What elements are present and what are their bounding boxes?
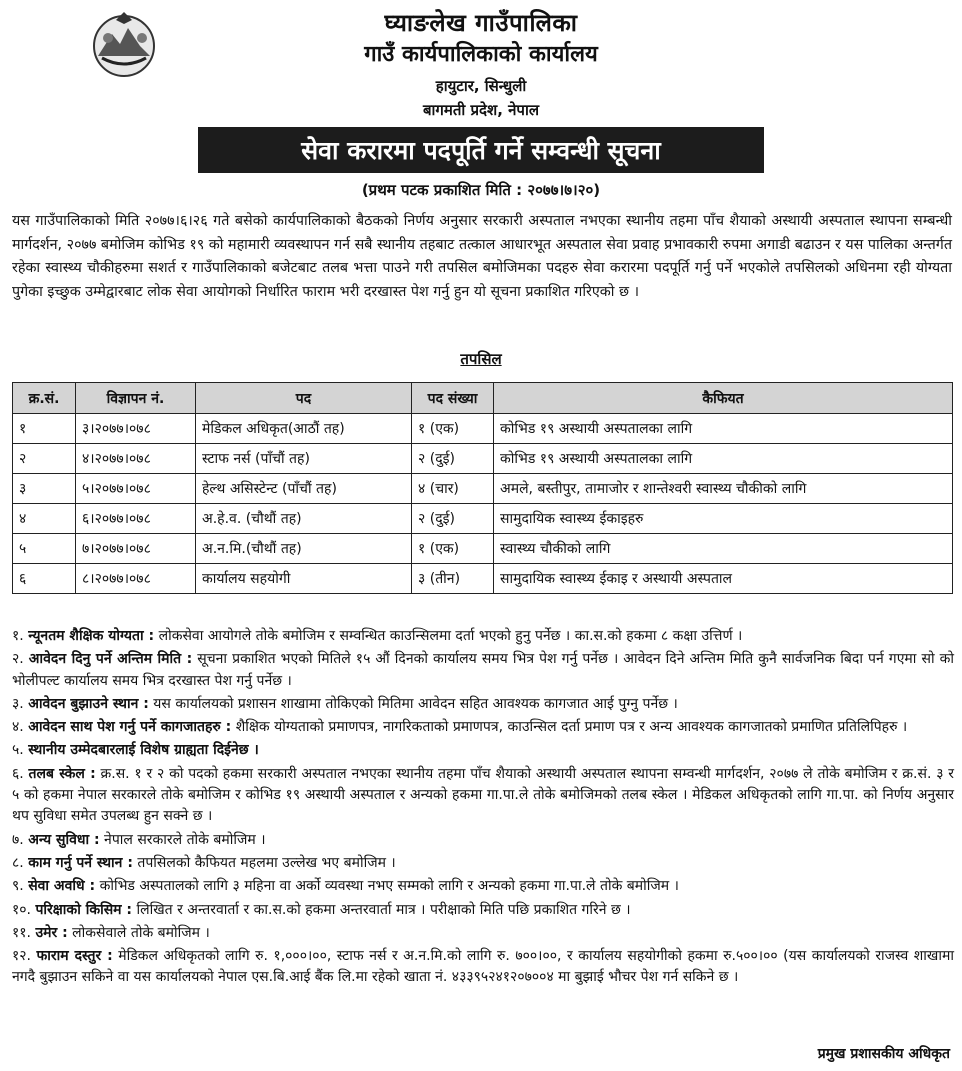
cell-remarks: स्वास्थ्य चौकीको लागि bbox=[494, 534, 953, 564]
term-item bbox=[12, 853, 954, 874]
term-number: ९. bbox=[12, 878, 24, 895]
cell-post: कार्यालय सहयोगी bbox=[196, 564, 412, 594]
term-number: २. bbox=[12, 651, 24, 668]
term-item bbox=[12, 830, 954, 851]
term-text: लोकसेवा आयोगले तोके बमोजिम र सम्वन्धित काउन्सिलमा दर्ता भएको हुनु पर्नेछ । का.स.को हकमा ८ कक्षा उत्तिर्ण । bbox=[154, 628, 743, 644]
term-item bbox=[12, 694, 954, 715]
municipality-name: घ्याङलेख गाउँपालिका bbox=[384, 9, 578, 37]
term-item bbox=[12, 717, 954, 738]
term-text: लोकसेवाले तोके बमोजिम । bbox=[67, 924, 210, 941]
term-label: स्थानीय उम्मेदबारलाई विशेष ग्राह्यता दिईनेछ । bbox=[28, 742, 259, 759]
term-number: १०. bbox=[12, 901, 32, 918]
term-label: आवेदन दिनु पर्ने अन्तिम मिति : bbox=[28, 651, 193, 668]
term-text: यस कार्यालयको प्रशासन शाखामा तोकिएको मितिमा आवेदन सहित आवश्यक कागजात आई पुग्नु पर्नेछ । bbox=[148, 695, 678, 712]
cell-post: स्टाफ नर्स (पाँचौं तह) bbox=[196, 444, 412, 474]
term-label: उमेर : bbox=[35, 924, 68, 941]
term-label: आवेदन बुझाउने स्थान : bbox=[28, 695, 149, 712]
term-number: १२. bbox=[12, 948, 32, 965]
table-row bbox=[13, 534, 953, 564]
term-item bbox=[12, 900, 954, 921]
cell-ad-no: ८।२०७७।०७८ bbox=[76, 564, 196, 594]
publish-date: (प्रथम पटक प्रकाशित मिति : २०७७।७।२०) bbox=[361, 181, 601, 199]
cell-count: १ (एक) bbox=[412, 534, 494, 564]
positions-table bbox=[12, 382, 953, 594]
cell-sn: ५ bbox=[13, 534, 76, 564]
term-item bbox=[12, 740, 954, 761]
cell-sn: ६ bbox=[13, 564, 76, 594]
term-label: तलब स्केल : bbox=[28, 765, 96, 782]
address-line-1: हायुटार, सिन्धुली bbox=[435, 77, 527, 95]
col-header-post: पद bbox=[196, 383, 412, 414]
cell-sn: २ bbox=[13, 444, 76, 474]
term-label: न्यूनतम शैक्षिक योग्यता : bbox=[28, 628, 155, 644]
cell-remarks: कोभिड १९ अस्थायी अस्पतालका लागि bbox=[494, 414, 953, 444]
cell-count: २ (दुई) bbox=[412, 444, 494, 474]
cell-sn: ३ bbox=[13, 474, 76, 504]
term-number: ७. bbox=[12, 831, 24, 848]
term-label: काम गर्नु पर्ने स्थान : bbox=[28, 854, 133, 871]
cell-sn: १ bbox=[13, 414, 76, 444]
cell-post: अ.न.मि.(चौथौं तह) bbox=[196, 534, 412, 564]
cell-count: ३ (तीन) bbox=[412, 564, 494, 594]
term-label: फाराम दस्तुर : bbox=[36, 948, 113, 965]
cell-ad-no: ६।२०७७।०७८ bbox=[76, 504, 196, 534]
term-label: सेवा अवधि : bbox=[28, 878, 96, 895]
term-item bbox=[12, 876, 954, 897]
table-header-row bbox=[13, 383, 953, 414]
term-text: सूचना प्रकाशित भएको मितिले १५ औं दिनको कार्यालय समय भित्र पेश गर्नु पर्नेछ । आवेदन दिने अन्तिम मिति कुनै सार्वजनिक बिदा पर्न गएमा सो को भोलीपल्ट कार्यालय समय भित्र दरखास्त पेश गर्नु पर्नेछ । bbox=[12, 651, 955, 689]
cell-ad-no: ७।२०७७।०७८ bbox=[76, 534, 196, 564]
cell-remarks: कोभिड १९ अस्थायी अस्पतालका लागि bbox=[494, 444, 953, 474]
table-title: तपसिल bbox=[460, 350, 502, 368]
term-label: परिक्षाको किसिम : bbox=[35, 901, 133, 918]
term-item bbox=[12, 649, 954, 692]
term-item bbox=[12, 626, 954, 647]
term-text: मेडिकल अधिकृतको लागि रु. १,०००।००, स्टाफ नर्स र अ.न.मि.को लागि रु. ७००।००, र कार्यालय सहयोगीको हकमा रु.५००।०० (यस कार्यालयको राजस्व शाखामा नगदै बुझाउन सकिने वा यस कार्यालयको नेपाल एस.बि.आई बैंक लि.मा रहेको खाता नं. ४३३९५२४१२०७००४ मा बुझाई भौचर पेश गर्न सकिने छ । bbox=[12, 948, 955, 986]
term-text: लिखित र अन्तरवार्ता र का.स.को हकमा अन्तरवार्ता मात्र । परीक्षाको मिति पछि प्रकाशित गरिने छ । bbox=[132, 901, 631, 918]
office-name: गाउँ कार्यपालिकाको कार्यालय bbox=[364, 42, 598, 67]
cell-ad-no: ५।२०७७।०७८ bbox=[76, 474, 196, 504]
term-number: १. bbox=[12, 628, 24, 644]
col-header-count: पद संख्या bbox=[412, 383, 494, 414]
cell-remarks: सामुदायिक स्वास्थ्य ईकाइ र अस्थायी अस्पताल bbox=[494, 564, 953, 594]
cell-count: २ (दुई) bbox=[412, 504, 494, 534]
term-number: ४. bbox=[12, 719, 24, 736]
term-text: शैक्षिक योग्यताको प्रमाणपत्र, नागरिकताको प्रमाणपत्र, काउन्सिल दर्ता प्रमाण पत्र र अन्य आवश्यक कागजातको प्रमाणित प्रतिलिपिहरु । bbox=[231, 719, 908, 736]
cell-ad-no: ४।२०७७।०७८ bbox=[76, 444, 196, 474]
cell-remarks: सामुदायिक स्वास्थ्य ईकाइहरु bbox=[494, 504, 953, 534]
term-text: क्र.स. १ र २ को पदको हकमा सरकारी अस्पताल नभएका स्थानीय तहमा पाँच शैयाको अस्थायी अस्पताल स्थापना सम्वन्धी मार्गदर्शन, २०७७ ले तोके बमोजिम र क्र.सं. ३ र ५ को हकमा नेपाल सरकारले तोके बमोजिम र कोभिड १९ अस्थायी अस्पताल र अन्यको हकमा गा.पा.ले तोके बमोजिमको तलब स्केल । मेडिकल अधिकृतको लागि गा.पा. को निर्णय अनुसार थप सुविधा समेत उपलब्ध हुन सक्ने छ । bbox=[12, 765, 954, 825]
intro-paragraph: यस गाउँपालिकाको मिति २०७७।६।२६ गते बसेको कार्यपालिकाको बैठकको निर्णय अनुसार सरकारी अस्पताल नभएका स्थानीय तहमा पाँच शैयाको अस्थायी अस्पताल स्थापना सम्बन्धी मार्गदर्शन, २०७७ बमोजिम कोभिड १९ को महामारी व्यवस्थापन गर्न सबै स्थानीय तहबाट तत्काल आधारभूत अस्पताल सेवा प्रवाह प्रभावकारी रुपमा अगाडी बढाउन र यस पालिका अन्तर्गत रहेका स्वास्थ्य चौकीहरुमा सशर्त र गाउँपालिकाको बजेटबाट तलब भत्ता पाउने गरी तपसिल बमोजिमका पदहरु सेवा करारमा पदपूर्ति गर्नु पर्ने भएकोले तपसिलको अधिनमा रही योग्यता पुगेका इच्छुक उम्मेद्वारबाट लोक सेवा आयोगको निर्धारित फाराम भरी दरखास्त पेश गर्नु हुन यो सूचना प्रकाशित गरिएको छ । bbox=[12, 213, 952, 300]
cell-count: ४ (चार) bbox=[412, 474, 494, 504]
col-header-sn: क्र.सं. bbox=[13, 383, 76, 414]
cell-post: मेडिकल अधिकृत(आठौं तह) bbox=[196, 414, 412, 444]
term-label: आवेदन साथ पेश गर्नु पर्ने कागजातहरु : bbox=[28, 719, 232, 736]
term-number: ६. bbox=[12, 765, 24, 782]
table-row bbox=[13, 474, 953, 504]
term-item bbox=[12, 923, 954, 944]
table-row bbox=[13, 504, 953, 534]
term-item bbox=[12, 764, 954, 828]
address-line-2: बागमती प्रदेश, नेपाल bbox=[422, 101, 540, 119]
signer-title: प्रमुख प्रशासकीय अधिकृत bbox=[817, 1046, 950, 1062]
term-number: ५. bbox=[12, 742, 24, 759]
cell-remarks: अमले, बस्तीपुर, तामाजोर र शान्तेश्वरी स्वास्थ्य चौकीको लागि bbox=[494, 474, 953, 504]
term-number: ८. bbox=[12, 854, 24, 871]
cell-count: १ (एक) bbox=[412, 414, 494, 444]
cell-ad-no: ३।२०७७।०७८ bbox=[76, 414, 196, 444]
cell-post: अ.हे.व. (चौथौं तह) bbox=[196, 504, 412, 534]
term-number: ११. bbox=[12, 924, 32, 941]
cell-post: हेल्थ असिस्टेन्ट (पाँचौं तह) bbox=[196, 474, 412, 504]
col-header-ad-no: विज्ञापन नं. bbox=[76, 383, 196, 414]
term-text: कोभिड अस्पतालको लागि ३ महिना वा अर्को व्यवस्था नभए सम्मको लागि र अन्यको हकमा गा.पा.ले तोके बमोजिम । bbox=[95, 878, 679, 895]
col-header-remarks: कैफियत bbox=[494, 383, 953, 414]
cell-sn: ४ bbox=[13, 504, 76, 534]
table-row bbox=[13, 444, 953, 474]
table-row bbox=[13, 414, 953, 444]
term-number: ३. bbox=[12, 695, 24, 712]
term-label: अन्य सुविधा : bbox=[28, 831, 100, 848]
term-item bbox=[12, 946, 954, 989]
term-text: तपसिलको कैफियत महलमा उल्लेख भए बमोजिम । bbox=[132, 854, 396, 871]
table-row bbox=[13, 564, 953, 594]
notice-title: सेवा करारमा पदपूर्ति गर्ने सम्वन्धी सूचना bbox=[198, 127, 764, 173]
term-text: नेपाल सरकारले तोके बमोजिम । bbox=[99, 831, 266, 848]
terms-list bbox=[12, 626, 954, 991]
